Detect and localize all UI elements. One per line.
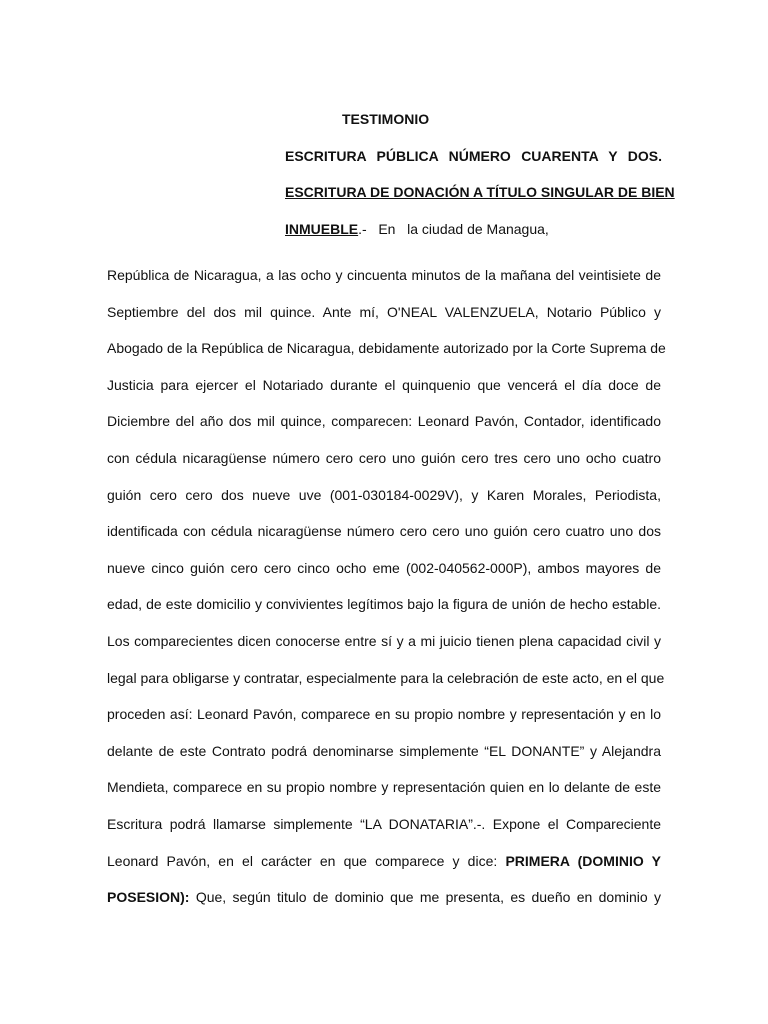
body-line: delante de este Contrato podrá denominarse simplemente “EL DONANTE” y Alejandra: [107, 742, 661, 759]
body-line: guión cero cero dos nueve uve (001-030184-0029V), y Karen Morales, Periodista,: [107, 486, 661, 503]
line17-text: Leonard Pavón, en el carácter en que comparece y dice:: [107, 852, 498, 869]
heading-line-1: ESCRITURA PÚBLICA NÚMERO CUARENTA Y DOS.: [285, 148, 662, 164]
clause-primera-heading: PRIMERA (DOMINIO Y: [505, 852, 661, 869]
body-line: Justicia para ejercer el Notariado durante el quinquenio que vencerá el día doce de: [107, 376, 661, 393]
body-line: nueve cinco guión cero cero cinco ocho eme (002-040562-000P), ambos mayores de: [107, 559, 661, 576]
heading-line-3-rest: .- En la ciudad de Managua,: [358, 221, 549, 237]
body-line: Abogado de la República de Nicaragua, debidamente autorizado por la Corte Suprema de: [107, 340, 666, 357]
heading-line-2: [285, 184, 675, 200]
clause-posesion-heading: POSESION):: [107, 889, 190, 906]
document-body: [107, 257, 666, 916]
body-line: edad, de este domicilio y convivientes legítimos bajo la figura de unión de hecho estable.: [107, 596, 661, 613]
body-line-posesion: [107, 879, 661, 916]
document-title: TESTIMONIO: [342, 111, 430, 127]
body-line: identificada con cédula nicaragüense número cero cero uno guión cero cuatro uno dos: [107, 523, 661, 540]
body-line: Los comparecientes dicen conocerse entre sí y a mi juicio tienen plena capacidad civil y: [107, 632, 661, 649]
heading-line-3: [285, 221, 662, 237]
body-line: Escritura podrá llamarse simplemente “LA DONATARIA”.-. Expone el Compareciente: [107, 815, 661, 832]
body-line: legal para obligarse y contratar, especialmente para la celebración de este acto, en el que: [107, 669, 665, 686]
heading-line-2-text: ESCRITURA DE DONACIÓN A TÍTULO SINGULAR DE BIEN: [285, 184, 675, 200]
body-line: República de Nicaragua, a las ocho y cincuenta minutos de la mañana del veintisiete de: [107, 267, 661, 283]
body-line: con cédula nicaragüense número cero cero uno guión cero tres cero uno ocho cuatro: [107, 449, 661, 466]
body-line-primera: [107, 843, 661, 880]
body-line: Diciembre del año dos mil quince, comparecen: Leonard Pavón, Contador, identificado: [107, 413, 661, 430]
heading-inmueble: INMUEBLE: [285, 221, 359, 237]
line18-text: Que, según titulo de dominio que me presenta, es dueño en dominio y: [195, 889, 662, 906]
body-line: Mendieta, comparece en su propio nombre y representación quien en lo delante de este: [107, 779, 661, 796]
body-line: proceden así: Leonard Pavón, comparece en su propio nombre y representación y en lo: [107, 706, 661, 723]
body-line: Septiembre del dos mil quince. Ante mí, O'NEAL VALENZUELA, Notario Público y: [107, 303, 661, 320]
